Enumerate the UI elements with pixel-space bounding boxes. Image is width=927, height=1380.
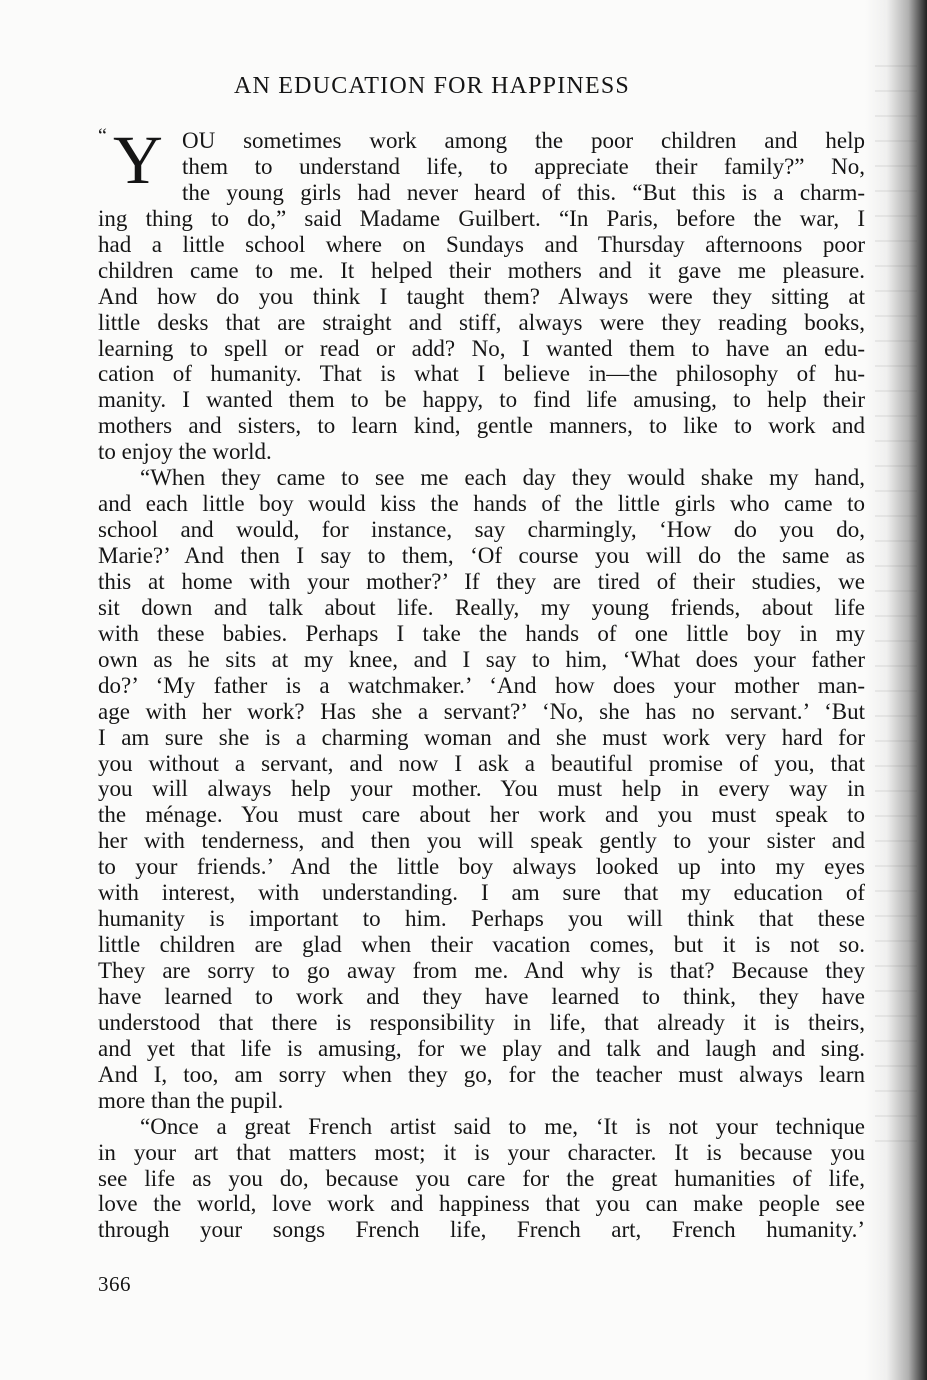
text-line: with these babies. Perhaps I take the hands of one little boy in my	[98, 620, 865, 646]
text-line: and yet that life is amusing, for we play and talk and laugh and sing.	[98, 1035, 865, 1061]
text-line: school and would, for instance, say charmingly, ‘How do you do,	[98, 517, 865, 543]
text-line: the young girls had never heard of this. “But this is a charm-	[182, 179, 865, 205]
text-line: age with her work? Has she a servant?’ ‘No, she has no servant.’ ‘But	[98, 698, 865, 724]
text-line: more than the pupil.	[98, 1087, 284, 1113]
text-line: humanity is important to him. Perhaps you will think that these	[98, 906, 865, 932]
text-line: mothers and sisters, to learn kind, gentle manners, to like to work and	[98, 413, 865, 439]
text-line: “Once a great French artist said to me, ‘It is not your technique	[140, 1113, 865, 1139]
text-line: have learned to work and they have learned to think, they have	[98, 983, 865, 1009]
text-line: little desks that are straight and stiff, always were they reading books,	[98, 309, 865, 335]
text-line: through your songs French life, French art, French humanity.’	[98, 1217, 865, 1243]
text-line: love the world, love work and happiness that you can make people see	[98, 1191, 865, 1217]
text-line: to your friends.’ And the little boy always looked up into my eyes	[98, 854, 865, 880]
text-line: I am sure she is a charming woman and she must work very hard for	[98, 724, 865, 750]
text-line: And I, too, am sorry when they go, for the teacher must always learn	[98, 1061, 865, 1087]
text-line: learning to spell or read or add? No, I wanted them to have an edu-	[98, 335, 865, 361]
text-line: cation of humanity. That is what I believe in—the philosophy of hu-	[98, 361, 865, 387]
text-line: had a little school where on Sundays and Thursday afternoons poor	[98, 231, 865, 257]
text-line: ing thing to do,” said Madame Guilbert. “In Paris, before the war, I	[98, 205, 865, 231]
text-line: see life as you do, because you care for the great humanities of life,	[98, 1165, 865, 1191]
text-line: them to understand life, to appreciate their family?” No,	[182, 153, 865, 179]
text-line: manity. I wanted them to be happy, to find life amusing, to help their	[98, 387, 865, 413]
text-line: Marie?’ And then I say to them, ‘Of course you will do the same as	[98, 543, 865, 568]
page-number: 366	[98, 1272, 131, 1296]
running-head: AN EDUCATION FOR HAPPINESS	[234, 73, 630, 99]
text-line: in your art that matters most; it is your character. It is because you	[98, 1139, 865, 1165]
text-line: and each little boy would kiss the hands of the little girls who came to	[98, 491, 865, 517]
text-line: “When they came to see me each day they would shake my hand,	[140, 465, 865, 491]
text-line: And how do you think I taught them? Always were they sitting at	[98, 283, 865, 309]
text-line: OU sometimes work among the poor children and help	[182, 128, 865, 153]
text-line: this at home with your mother?’ If they are tired of their studies, we	[98, 568, 865, 594]
opening-quote: “	[98, 125, 107, 147]
drop-cap-y: Y	[113, 122, 163, 198]
page-gutter-shadow	[865, 0, 927, 1380]
text-line: sit down and talk about life. Really, my young friends, about life	[98, 594, 865, 620]
text-line: her with tenderness, and then you will speak gently to your sister and	[98, 828, 865, 854]
text-line: you without a servant, and now I ask a beautiful promise of you, that	[98, 750, 865, 776]
text-line: own as he sits at my knee, and I say to him, ‘What does your father	[98, 646, 865, 672]
text-line: to enjoy the world.	[98, 439, 272, 465]
text-line: with interest, with understanding. I am sure that my education of	[98, 880, 865, 906]
text-line: understood that there is responsibility in life, that already it is theirs,	[98, 1009, 865, 1035]
text-line: little children are glad when their vacation comes, but it is not so.	[98, 932, 865, 958]
text-line: do?’ ‘My father is a watchmaker.’ ‘And how does your mother man-	[98, 672, 865, 698]
text-line: children came to me. It helped their mothers and it gave me pleasure.	[98, 257, 865, 283]
text-line: They are sorry to go away from me. And why is that? Because they	[98, 958, 865, 983]
body-text	[98, 122, 865, 1243]
text-line: the ménage. You must care about her work and you must speak to	[98, 802, 865, 828]
text-line: you will always help your mother. You must help in every way in	[98, 776, 865, 802]
